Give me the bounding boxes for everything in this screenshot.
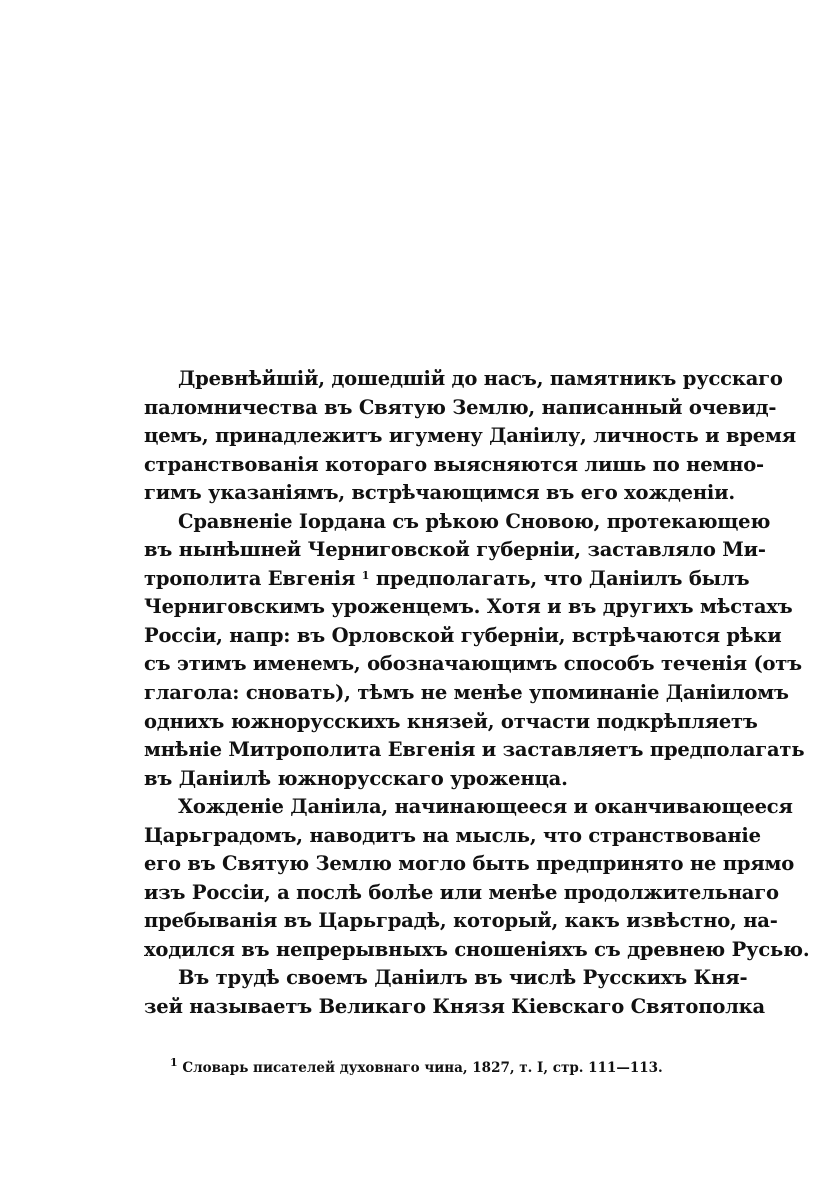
paragraph-1 (144, 365, 796, 508)
text-line: однихъ южнорусскихъ князей, отчасти подкрѣпляетъ (144, 709, 758, 733)
text-line: зей называетъ Великаго Князя Кіевскаго Святополка (144, 995, 765, 1019)
text-line: Черниговскимъ уроженцемъ. Хотя и въ другихъ мѣстахъ (144, 595, 793, 619)
text-line: Сравненіе Іордана съ рѣкою Сновою, протекающею (178, 509, 771, 533)
footnote (170, 1056, 663, 1076)
text-line: съ этимъ именемъ, обозначающимъ способъ теченія (отъ (144, 652, 802, 676)
text-line: пребыванія въ Царьградѣ, который, какъ извѣстно, на- (144, 909, 778, 933)
text-line-with-footnote (144, 565, 750, 594)
text-line: паломничества въ Святую Землю, написанный очевид- (144, 395, 777, 419)
text-line: Россіи, напр: въ Орловской губерніи, встрѣчаются рѣки (144, 623, 782, 647)
text-line: Въ трудѣ своемъ Даніилъ въ числѣ Русскихъ Кня- (178, 966, 748, 990)
text-line: гимъ указаніямъ, встрѣчающимся въ его хожденіи. (144, 481, 735, 505)
text-line: его въ Святую Землю могло быть предпринято не прямо (144, 852, 795, 876)
text-line: въ нынѣшней Черниговской губерніи, заставляло Ми- (144, 538, 766, 562)
text-fragment: предполагать, что Даніилъ былъ (375, 566, 750, 590)
text-line: глагола: сновать), тѣмъ не менѣе упоминаніе Даніиломъ (144, 681, 789, 705)
text-line: изъ Россіи, а послѣ болѣе или менѣе продолжительнаго (144, 880, 779, 904)
paragraph-3 (144, 793, 810, 964)
footnote-marker: 1 (170, 1056, 178, 1069)
text-line: въ Даніилѣ южнорусскаго уроженца. (144, 766, 568, 790)
text-line: Царьградомъ, наводитъ на мысль, что странствованіе (144, 823, 761, 847)
text-line: странствованія котораго выясняются лишь по немно- (144, 452, 764, 476)
body-text (144, 365, 810, 1022)
text-line: Хожденіе Даніила, начинающееся и оканчивающееся (178, 795, 793, 819)
footnote-text: Словарь писателей духовнаго чина, 1827, т. I, стр. 111—113. (182, 1060, 663, 1076)
paragraph-4 (144, 964, 765, 1021)
footnote-ref[interactable]: 1 (361, 568, 370, 582)
text-line: Древнѣйшій, дошедшій до насъ, памятникъ русскаго (178, 367, 783, 390)
paragraph-2 (144, 508, 805, 793)
text-line: цемъ, принадлежитъ игумену Даніилу, личность и время (144, 424, 796, 448)
text-line: мнѣніе Митрополита Евгенія и заставляетъ предполагать (144, 738, 805, 762)
text-fragment: трополита Евгенія (144, 566, 356, 590)
text-line: ходился въ непрерывныхъ сношеніяхъ съ древнею Русью. (144, 937, 810, 961)
